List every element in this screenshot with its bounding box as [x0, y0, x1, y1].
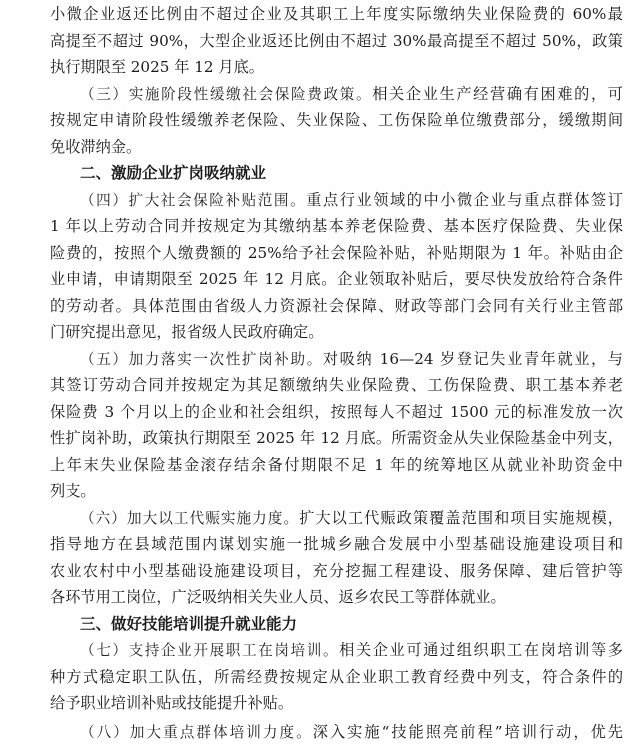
paragraph-lead: （四）扩大社会保险补贴范围。	[80, 191, 307, 209]
text-line: 小微企业返还比例由不超过企业及其职工上年度实际缴纳失业保险费的 60%最	[50, 5, 623, 23]
text-line: 指导地方在县域范围内谋划实施一批城乡融合发展中小型基础设施建设项目和	[50, 535, 623, 553]
text-line: 保险费 3 个月以上的企业和社会组织，按照每人不超过 1500 元的标准发放一次	[50, 402, 623, 421]
paragraph-first-line	[50, 346, 623, 373]
section-heading: 三、做好技能培训提升就业能力	[80, 614, 298, 633]
paragraph-lead: （三）实施阶段性缓缴社会保险费政策。	[80, 85, 373, 103]
paragraph-text: 扩大以工代赈政策覆盖范围和项目实施规模，	[299, 508, 623, 527]
paragraph-text: 重点行业领域的中小微企业与重点群体签订	[306, 190, 623, 209]
text-line: 免收滞纳金。	[50, 137, 142, 156]
text-line: 各环节用工岗位，广泛吸纳相关失业人员、返乡农民工等群体就业。	[50, 588, 506, 606]
text-line: 给予职业培训补贴或技能提升补贴。	[50, 694, 293, 712]
text-line: 1 年以上劳动合同并按规定为其缴纳基本养老保险费、基本医疗保险费、失业保	[50, 217, 623, 235]
paragraph-first-line	[50, 637, 623, 664]
paragraph-text: 深入实施“技能照亮前程”培训行动，优先	[312, 722, 623, 741]
paragraph-lead: （七）支持企业开展职工在岗培训。	[80, 642, 340, 659]
document-body	[50, 1, 623, 745]
paragraph-first-line	[50, 187, 623, 214]
text-line: 执行期限至 2025 年 12 月底。	[50, 58, 264, 76]
text-line: 业申请，申请期限至 2025 年 12 月底。企业领取补贴后，要尽快发放给符合条件	[50, 270, 623, 288]
paragraph-first-line	[50, 81, 623, 108]
text-line: 农业农村中小型基础设施建设项目，充分挖掘工程建设、服务保障、建后管护等	[50, 561, 623, 580]
text-line: 其签订劳动合同并按规定为其足额缴纳失业保险费、工伤保险费、职工基本养老	[50, 376, 623, 394]
text-line: 的劳动者。具体范围由省级人力资源社会保障、财政等部门会同有关行业主管部	[50, 296, 623, 315]
text-line: 高提至不超过 90%，大型企业返还比例由不超过 30%最高提至不超过 50%，政策	[50, 31, 623, 50]
paragraph-lead: （六）加大以工代赈实施力度。	[80, 509, 300, 527]
paragraph-first-line	[50, 505, 623, 532]
paragraph-text: 相关企业可通过组织职工在岗培训等多	[339, 641, 623, 659]
text-line: 种方式稳定职工队伍，所需经费按规定从企业职工教育经费中列支，符合条件的	[50, 667, 623, 686]
text-line: 列支。	[50, 482, 96, 500]
paragraph-first-line	[50, 719, 623, 746]
text-line: 险费的，按照个人缴费额的 25%给予社会保险补贴，补贴期限为 1 年。补贴由企	[50, 243, 623, 262]
paragraph-text: 对吸纳 16—24 岁登记失业青年就业，与	[322, 349, 623, 368]
paragraph-text: 相关企业生产经营确有困难的，可	[372, 84, 623, 103]
text-line: 按规定申请阶段性缓缴养老保险、失业保险、工伤保险单位缴费部分，缓缴期间	[50, 111, 623, 129]
paragraph-lead: （五）加力落实一次性扩岗补助。	[80, 350, 323, 368]
paragraph-lead: （八）加大重点群体培训力度。	[80, 723, 313, 741]
text-line: 性扩岗补助，政策执行期限至 2025 年 12 月底。所需资金从失业保险基金中列支，	[50, 429, 623, 447]
text-line: 上年末失业保险基金滚存结余备付期限不足 1 年的统筹地区从就业补助资金中	[50, 455, 623, 474]
section-heading: 二、激励企业扩岗吸纳就业	[80, 164, 267, 182]
text-line: 门研究提出意见，报省级人民政府确定。	[50, 323, 324, 341]
